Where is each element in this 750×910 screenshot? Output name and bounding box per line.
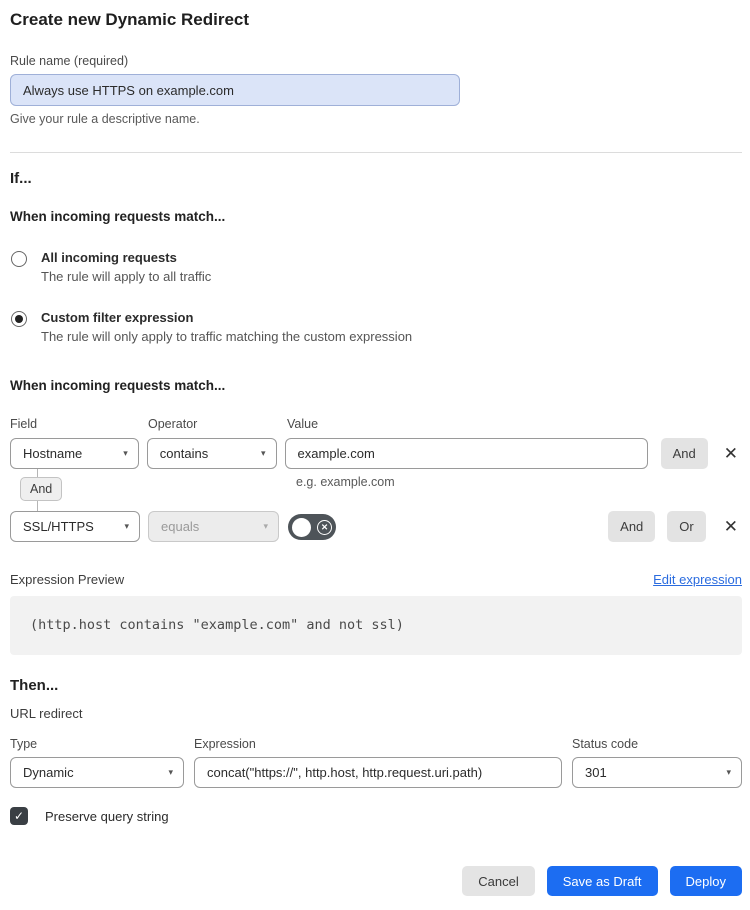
edit-expression-link[interactable]: Edit expression xyxy=(653,572,742,587)
if-heading: If... xyxy=(10,170,32,187)
toggle-x-icon: ✕ xyxy=(317,520,332,535)
rule-name-label: Rule name (required) xyxy=(10,54,129,68)
field-select-row1[interactable] xyxy=(10,438,139,469)
radio-custom-label: Custom filter expression xyxy=(41,310,194,325)
rule-name-helper: Give your rule a descriptive name. xyxy=(10,112,200,126)
rule-name-group xyxy=(10,54,742,126)
radio-custom-description: The rule will only apply to traffic matching the custom expression xyxy=(41,329,413,344)
section-divider xyxy=(10,152,742,153)
operator-select-row2-disabled[interactable] xyxy=(148,511,279,542)
then-heading: Then... xyxy=(10,677,59,694)
footer-actions xyxy=(10,866,742,896)
expression-preview-header xyxy=(10,572,742,587)
expression-preview-code: (http.host contains "example.com" and not ssl) xyxy=(10,596,742,655)
status-code-select[interactable] xyxy=(572,757,742,788)
status-code-value: 301 xyxy=(585,765,607,780)
type-column-label: Type xyxy=(10,737,38,751)
radio-custom-filter-expression[interactable] xyxy=(10,310,742,344)
radio-all-incoming-requests[interactable] xyxy=(10,250,742,284)
redirect-type-value: Dynamic xyxy=(23,765,74,780)
operator-select-row1[interactable] xyxy=(147,438,277,469)
value-column-label: Value xyxy=(287,417,319,431)
close-icon-row2[interactable]: ✕ xyxy=(723,517,738,536)
redirect-type-select[interactable] xyxy=(10,757,184,788)
radio-all-label: All incoming requests xyxy=(41,250,177,265)
expression-preview-label: Expression Preview xyxy=(10,572,125,587)
filter-row-1 xyxy=(10,438,742,469)
field-select-row2-value: SSL/HTTPS xyxy=(23,519,94,534)
chevron-down-icon: ▾ xyxy=(263,521,268,531)
checkbox-checked-icon[interactable]: ✓ xyxy=(10,807,28,825)
preserve-query-string-option[interactable] xyxy=(10,807,742,825)
preserve-query-string-label: Preserve query string xyxy=(45,808,169,824)
value-input-row1[interactable] xyxy=(285,438,648,469)
filter-row-2 xyxy=(10,511,742,542)
expression-column-label: Expression xyxy=(194,737,256,751)
connector-and-chip[interactable]: And xyxy=(20,477,62,501)
save-as-draft-button[interactable]: Save as Draft xyxy=(547,866,658,896)
operator-select-row1-value: contains xyxy=(159,446,209,461)
connector-group xyxy=(20,467,742,511)
deploy-button[interactable]: Deploy xyxy=(670,866,742,896)
url-redirect-label: URL redirect xyxy=(10,706,83,721)
cancel-button[interactable]: Cancel xyxy=(462,866,534,896)
page-title: Create new Dynamic Redirect xyxy=(10,10,250,29)
chevron-down-icon: ▾ xyxy=(168,767,173,777)
connector-line-bottom xyxy=(37,501,38,511)
field-column-label: Field xyxy=(10,417,38,431)
redirect-expression-input[interactable] xyxy=(194,757,562,788)
radio-all-description: The rule will apply to all traffic xyxy=(41,269,212,284)
and-button-row2[interactable]: And xyxy=(608,511,655,542)
ssl-toggle-off[interactable] xyxy=(288,514,336,540)
chevron-down-icon: ▾ xyxy=(261,448,266,458)
chevron-down-icon: ▾ xyxy=(726,767,731,777)
operator-select-row2-value: equals xyxy=(161,519,200,534)
chevron-down-icon: ▾ xyxy=(124,521,129,531)
operator-column-label: Operator xyxy=(148,417,198,431)
match-heading-2: When incoming requests match... xyxy=(10,378,226,393)
radio-unselected-icon[interactable] xyxy=(11,251,27,267)
toggle-knob xyxy=(292,518,311,537)
radio-selected-icon[interactable] xyxy=(11,311,27,327)
match-heading-1: When incoming requests match... xyxy=(10,209,226,224)
field-select-row2[interactable] xyxy=(10,511,140,542)
then-column-labels xyxy=(10,737,742,751)
close-icon-row1[interactable]: ✕ xyxy=(723,444,738,463)
value-helper-row1: e.g. example.com xyxy=(296,475,395,489)
status-code-column-label: Status code xyxy=(572,737,639,751)
and-button-row1[interactable]: And xyxy=(661,438,708,469)
or-button-row2[interactable]: Or xyxy=(667,511,705,542)
then-row xyxy=(10,757,742,788)
chevron-down-icon: ▾ xyxy=(123,448,128,458)
rule-name-input[interactable] xyxy=(10,74,460,106)
filter-column-labels xyxy=(10,417,742,431)
field-select-row1-value: Hostname xyxy=(23,446,83,461)
